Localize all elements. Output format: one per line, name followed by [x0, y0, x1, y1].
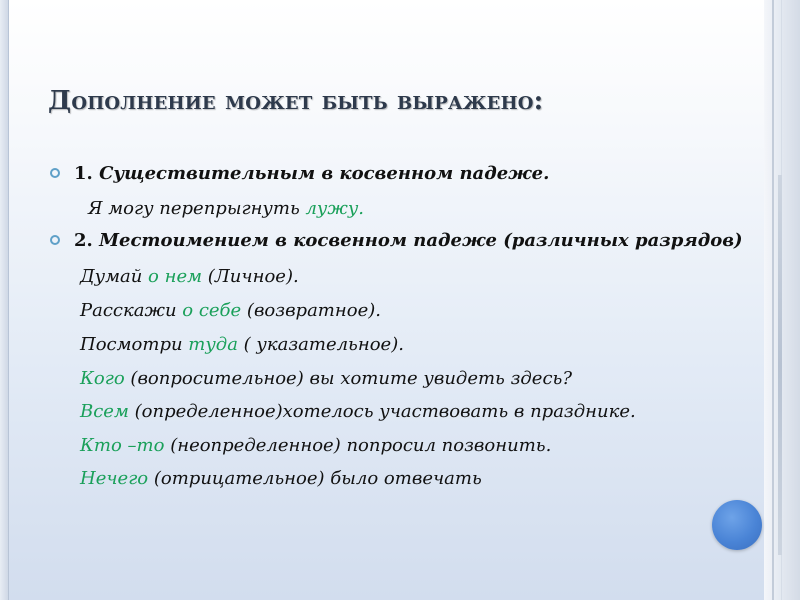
example-line: [80, 435, 551, 456]
example-line: [80, 334, 404, 355]
item-1-number: 1.: [74, 163, 93, 184]
bullet-icon: [50, 168, 60, 178]
circle-button[interactable]: [712, 500, 762, 550]
bullet-icon: [50, 235, 60, 245]
example-text: (возвратное).: [241, 300, 381, 321]
example-highlight: Кто –то: [80, 435, 165, 456]
left-border-decoration: [0, 0, 8, 600]
example-line: [80, 468, 482, 489]
item-1-heading: [74, 163, 549, 184]
example-highlight: о нем: [148, 266, 203, 287]
example-line: [88, 198, 364, 219]
example-text: Расскажи: [80, 300, 183, 321]
example-text: Думай: [80, 266, 149, 287]
example-text: Посмотри: [80, 334, 189, 355]
example-highlight: Нечего: [80, 468, 149, 489]
example-text: (вопросительное) вы хотите увидеть здесь?: [124, 368, 572, 389]
example-highlight: туда: [188, 334, 238, 355]
example-text: (определенное)хотелось участвовать в празднике.: [128, 401, 636, 422]
item-2-heading-text: Местоимением в косвенном падеже (различных разрядов): [99, 230, 743, 251]
right-accent-bar: [778, 175, 782, 555]
example-highlight: о себе: [182, 300, 242, 321]
left-border-line: [8, 0, 9, 600]
item-1-heading-text: Существительным в косвенном падеже.: [99, 163, 550, 184]
example-text: ( указательное).: [237, 334, 404, 355]
example-text: (отрицательное) было отвечать: [148, 468, 482, 489]
example-text: Я могу перепрыгнуть: [88, 198, 306, 219]
example-text: (Личное).: [202, 266, 299, 287]
item-2-number: 2.: [74, 230, 93, 251]
example-highlight: Всем: [80, 401, 129, 422]
example-highlight: Кого: [80, 368, 125, 389]
example-highlight: лужу.: [305, 198, 364, 219]
example-line: [80, 300, 381, 321]
right-border-decoration: [764, 0, 800, 600]
item-2-heading: [74, 230, 743, 251]
slide-title: Дополнение может быть выражено:: [48, 86, 544, 116]
example-text: (неопределенное) попросил позвонить.: [164, 435, 552, 456]
example-line: [80, 368, 572, 389]
example-line: [80, 266, 299, 287]
right-border-line: [772, 0, 774, 600]
example-line: [80, 401, 636, 422]
